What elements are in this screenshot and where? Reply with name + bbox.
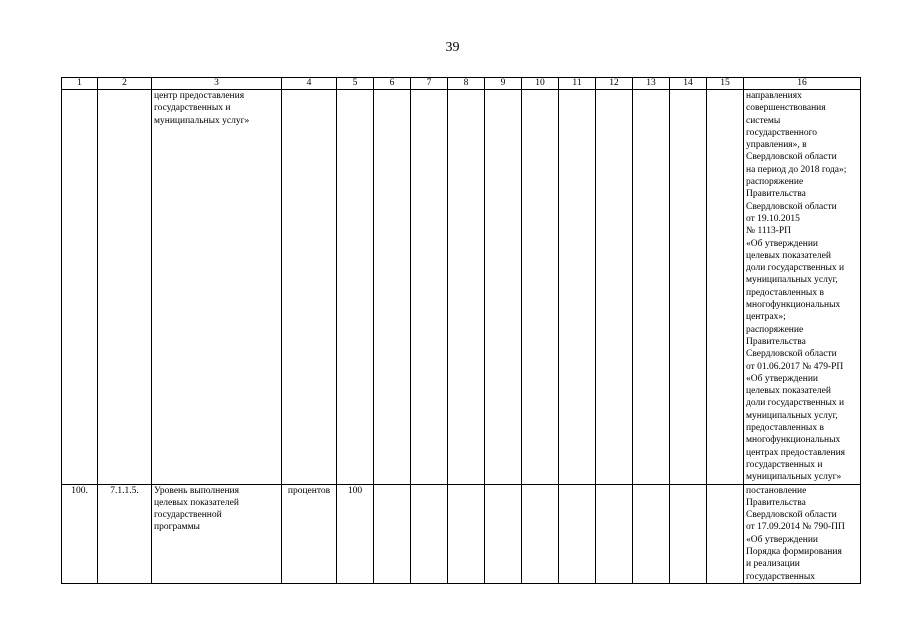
indicators-table xyxy=(61,77,861,584)
source-document xyxy=(744,484,861,583)
empty-cell xyxy=(559,484,596,583)
indicator-name-text: центр предоставления государственных и муниципальных услуг» xyxy=(154,91,250,126)
empty-cell xyxy=(670,484,707,583)
empty-cell xyxy=(448,484,485,583)
empty-cell xyxy=(633,90,670,485)
page-number: 39 xyxy=(445,40,460,55)
empty-cell xyxy=(485,90,522,485)
row-number: 100. xyxy=(62,484,98,583)
table-row xyxy=(62,90,861,485)
column-number: 6 xyxy=(374,78,411,90)
column-number: 14 xyxy=(670,78,707,90)
indicator-name xyxy=(152,90,282,485)
empty-cell xyxy=(596,484,633,583)
column-number: 7 xyxy=(411,78,448,90)
empty-cell xyxy=(633,484,670,583)
empty-cell xyxy=(596,90,633,485)
source-document-text: постановление Правительства Свердловской области от 17.09.2014 № 790-ПП «Об утверждении Порядка формирования и реализации государственных xyxy=(746,485,845,582)
empty-cell xyxy=(707,484,744,583)
empty-cell xyxy=(448,90,485,485)
indicator-code xyxy=(98,90,152,485)
empty-cell xyxy=(374,90,411,485)
source-document xyxy=(744,90,861,485)
empty-cell xyxy=(411,484,448,583)
unit-cell xyxy=(282,90,337,485)
unit-cell: процентов xyxy=(282,484,337,583)
column-number: 2 xyxy=(98,78,152,90)
empty-cell xyxy=(522,90,559,485)
column-number: 4 xyxy=(282,78,337,90)
indicator-name-text: Уровень выполнения целевых показателей государственной программы xyxy=(154,485,239,533)
column-number: 1 xyxy=(62,78,98,90)
value-cell xyxy=(337,90,374,485)
table-row xyxy=(62,484,861,583)
column-number: 13 xyxy=(633,78,670,90)
column-number: 11 xyxy=(559,78,596,90)
column-number: 16 xyxy=(744,78,861,90)
column-number: 12 xyxy=(596,78,633,90)
empty-cell xyxy=(670,90,707,485)
empty-cell xyxy=(522,484,559,583)
empty-cell xyxy=(411,90,448,485)
column-number: 5 xyxy=(337,78,374,90)
column-number: 3 xyxy=(152,78,282,90)
empty-cell xyxy=(707,90,744,485)
column-number: 15 xyxy=(707,78,744,90)
column-number: 8 xyxy=(448,78,485,90)
source-document-text: направлениях совершенствования системы государственного управления», в Свердловской области на период до 2018 года»; распоряжение Правительства Свердловской области от 19.10.2015 № 1113-РП «Об утверждении целевых показателей доли государственных и муниципальных услуг, предоставленных в многофункциональных центрах»; распоряжение Правительства Свердловской области от 01.06.2017 № 479-РП «Об утверждении целевых показателей доли государственных и муниципальных услуг, предоставленных в многофункциональных центрах предоставления государственных и муниципальных услуг» xyxy=(746,91,847,483)
row-number xyxy=(62,90,98,485)
value-cell: 100 xyxy=(337,484,374,583)
column-number-row xyxy=(62,78,861,90)
empty-cell xyxy=(559,90,596,485)
column-number: 9 xyxy=(485,78,522,90)
empty-cell xyxy=(374,484,411,583)
empty-cell xyxy=(485,484,522,583)
indicator-code: 7.1.1.5. xyxy=(98,484,152,583)
indicator-name xyxy=(152,484,282,583)
column-number: 10 xyxy=(522,78,559,90)
